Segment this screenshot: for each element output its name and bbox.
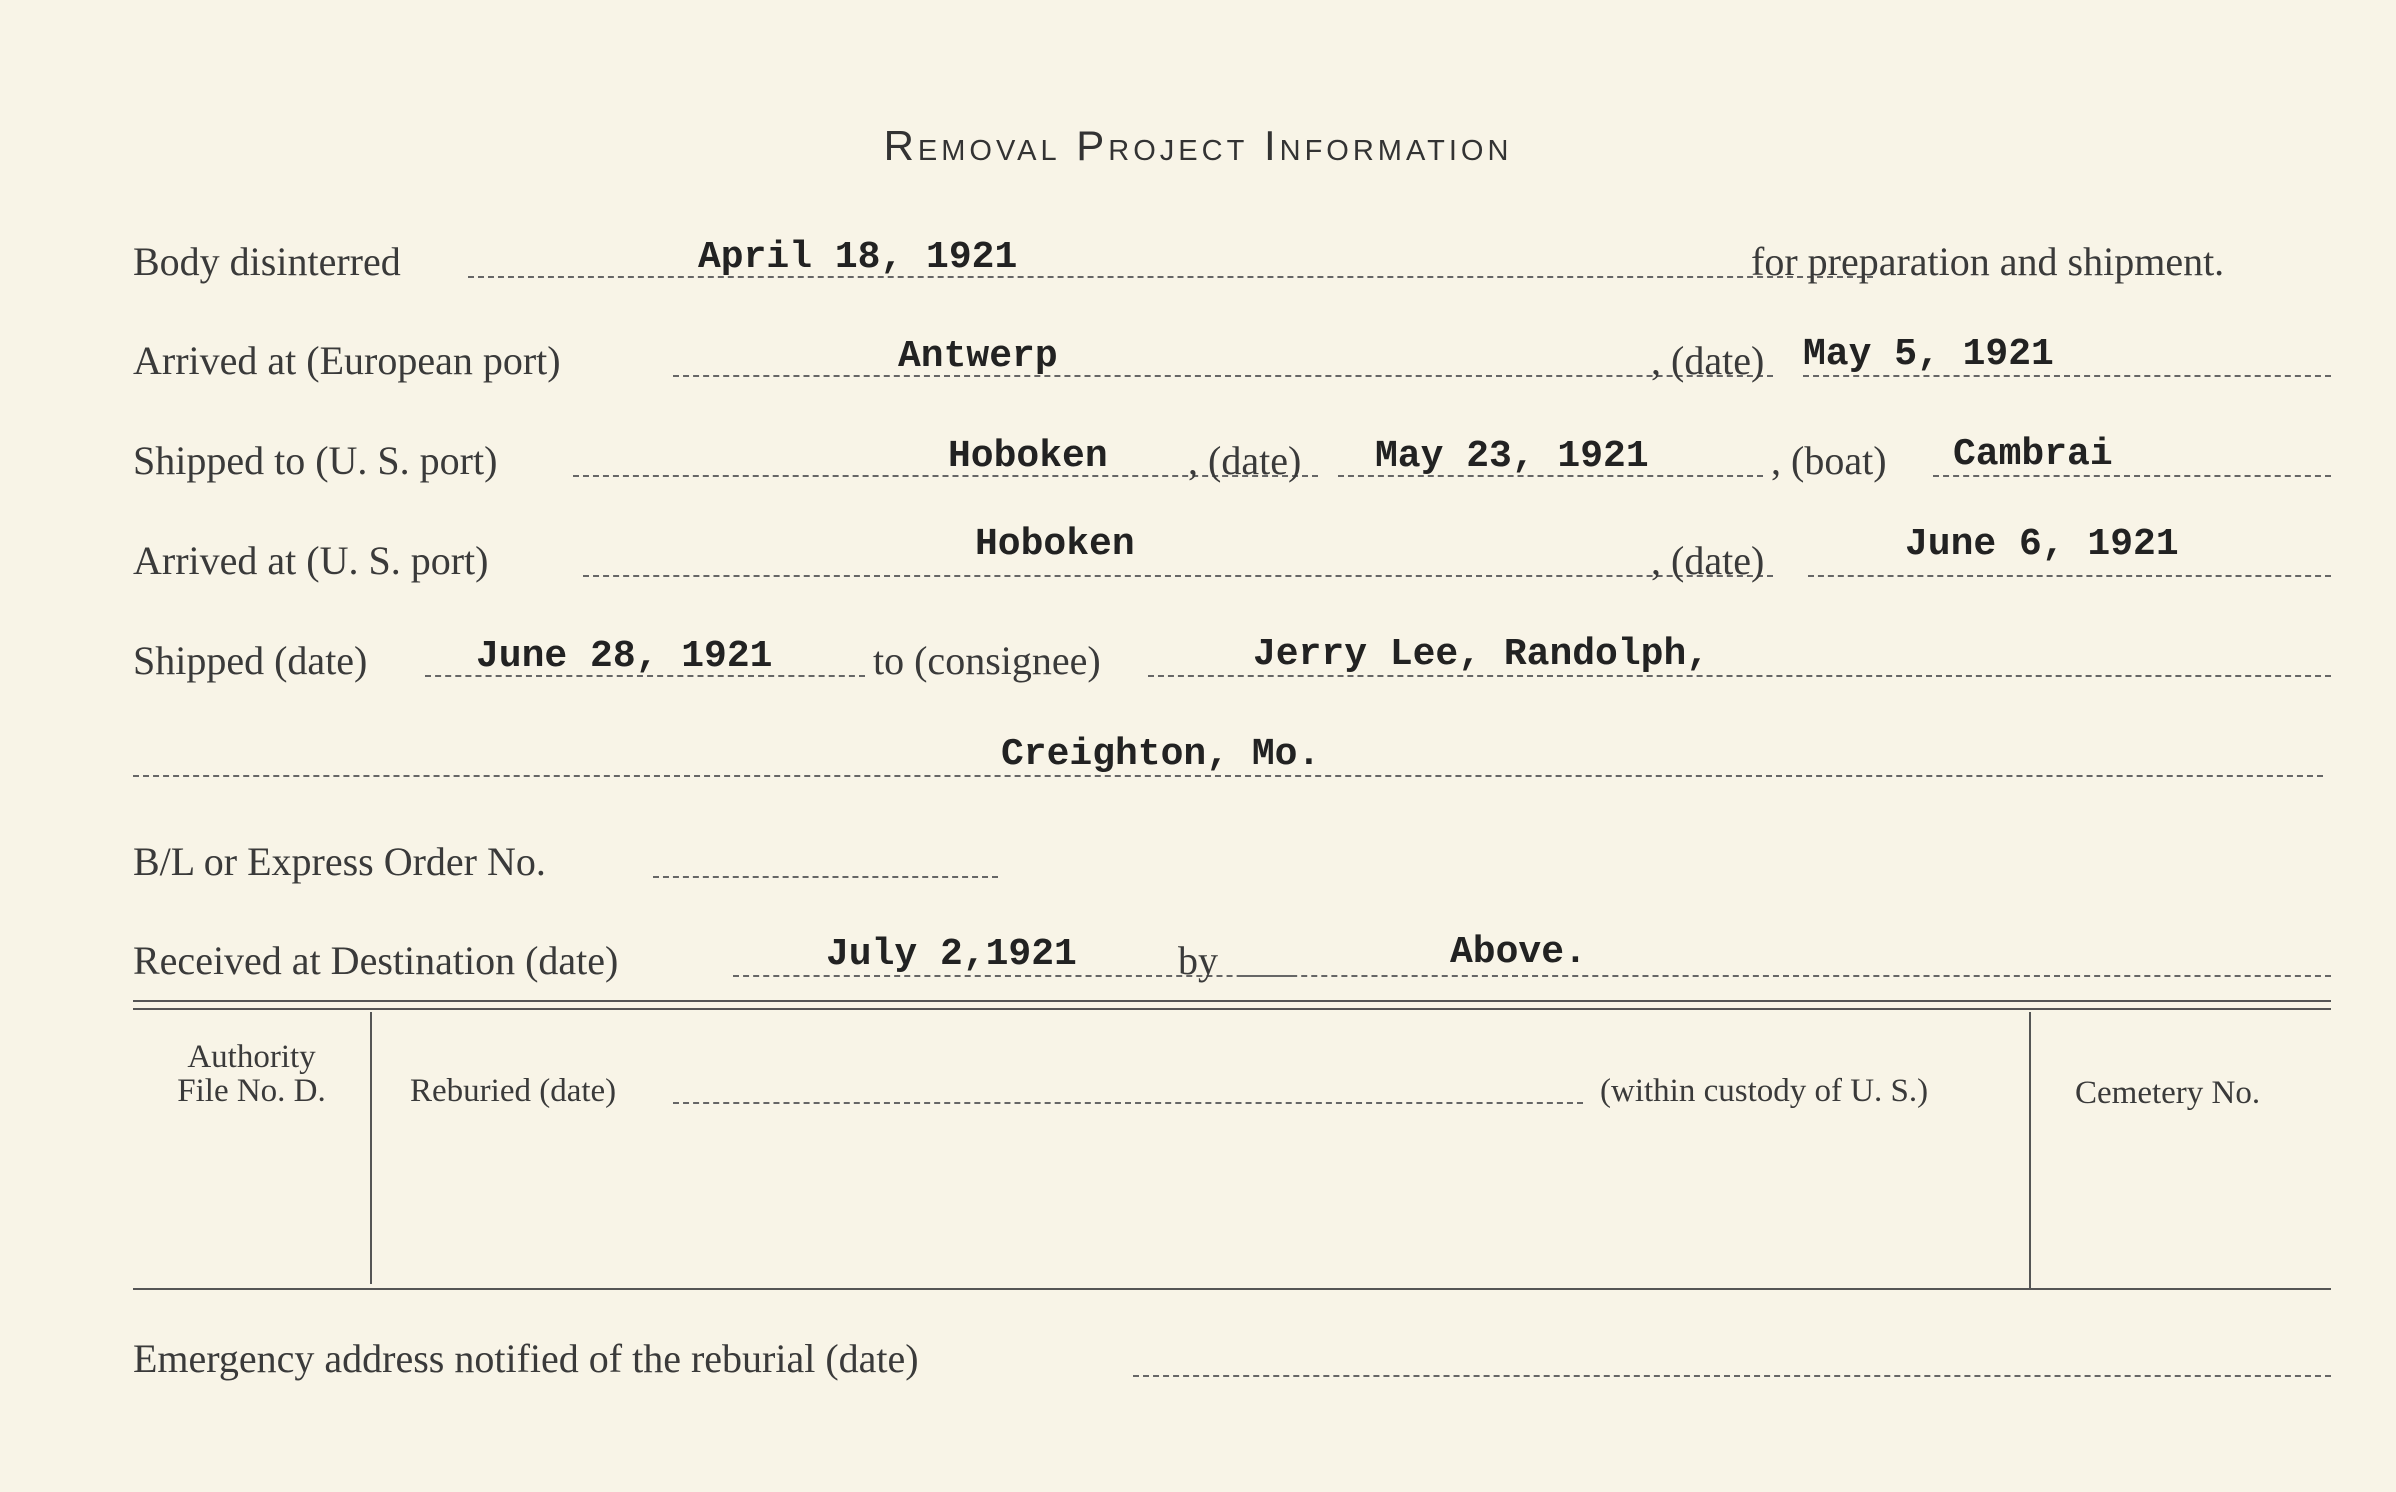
arrived-us-date: June 6, 1921 xyxy=(1905,523,2179,566)
emergency-line xyxy=(1133,1375,2331,1377)
shipped-us-label: Shipped to (U. S. port) xyxy=(133,438,498,483)
received-by-line xyxy=(1241,975,2331,977)
received-date: July 2,1921 xyxy=(826,933,1077,976)
authority-cell xyxy=(133,1040,370,1108)
arrived-us-label: Arrived at (U. S. port) xyxy=(133,538,489,583)
table-bottom-rule xyxy=(133,1288,2331,1290)
consignee-value-2: Creighton, Mo. xyxy=(1001,733,1321,776)
arrived-us-date-label: , (date) xyxy=(1651,538,1765,583)
row-bl xyxy=(133,838,2331,898)
disinterred-value: April 18, 1921 xyxy=(698,236,1018,279)
page-title: Removal Project Information xyxy=(883,122,1513,169)
arrived-eu-port-line xyxy=(673,375,1773,377)
arrived-us-port-line xyxy=(583,575,1773,577)
consignee-value: Jerry Lee, Randolph, xyxy=(1253,633,1710,676)
shipped-us-date: May 23, 1921 xyxy=(1375,435,1649,478)
received-by-label: by xyxy=(1178,938,1218,983)
row-arrived-us xyxy=(133,523,2331,597)
cemetery-label: Cemetery No. xyxy=(2075,1075,2261,1111)
shipped-us-date-label: , (date) xyxy=(1188,438,1302,483)
disinterred-suffix: for preparation and shipment. xyxy=(1751,239,2225,284)
table-divider-left xyxy=(370,1012,372,1284)
arrived-us-date-line xyxy=(1808,575,2331,577)
arrived-eu-date: May 5, 1921 xyxy=(1803,333,2054,376)
arrived-eu-port: Antwerp xyxy=(898,335,1058,378)
arrived-us-port: Hoboken xyxy=(975,523,1135,566)
authority-line-2: File No. D. xyxy=(177,1073,326,1109)
table-top-rule-2 xyxy=(133,1008,2331,1010)
emergency-label: Emergency address notified of the reburial (date) xyxy=(133,1336,919,1381)
reburied-label: Reburied (date) xyxy=(410,1073,617,1109)
received-label: Received at Destination (date) xyxy=(133,938,619,983)
row-consignee-continued xyxy=(133,733,2331,793)
table-top-rule xyxy=(133,1000,2331,1002)
row-received xyxy=(133,931,2331,997)
shipped-us-port: Hoboken xyxy=(948,435,1108,478)
row-emergency xyxy=(133,1335,2331,1395)
row-shipped-consignee xyxy=(133,633,2331,697)
row-arrived-european xyxy=(133,333,2331,397)
custody-label: (within custody of U. S.) xyxy=(1600,1073,1929,1109)
arrived-eu-date-label: , (date) xyxy=(1651,338,1765,383)
arrived-eu-label: Arrived at (European port) xyxy=(133,338,561,383)
shipped-date: June 28, 1921 xyxy=(476,635,773,678)
table-divider-right xyxy=(2029,1012,2031,1288)
bl-label: B/L or Express Order No. xyxy=(133,839,546,884)
shipped-date-label: Shipped (date) xyxy=(133,638,368,683)
received-by: Above. xyxy=(1450,931,1587,974)
row-disinterred xyxy=(133,238,2331,298)
disinterred-label: Body disinterred xyxy=(133,239,401,284)
authority-line-1: Authority xyxy=(187,1039,316,1075)
disinterred-line xyxy=(468,276,1873,278)
reburied-line xyxy=(673,1102,1583,1104)
shipped-us-boat-label: , (boat) xyxy=(1771,438,1887,483)
row-shipped-us xyxy=(133,433,2331,497)
consignee-label: to (consignee) xyxy=(873,638,1101,683)
bl-line xyxy=(653,876,998,878)
shipped-us-boat: Cambrai xyxy=(1953,433,2113,476)
